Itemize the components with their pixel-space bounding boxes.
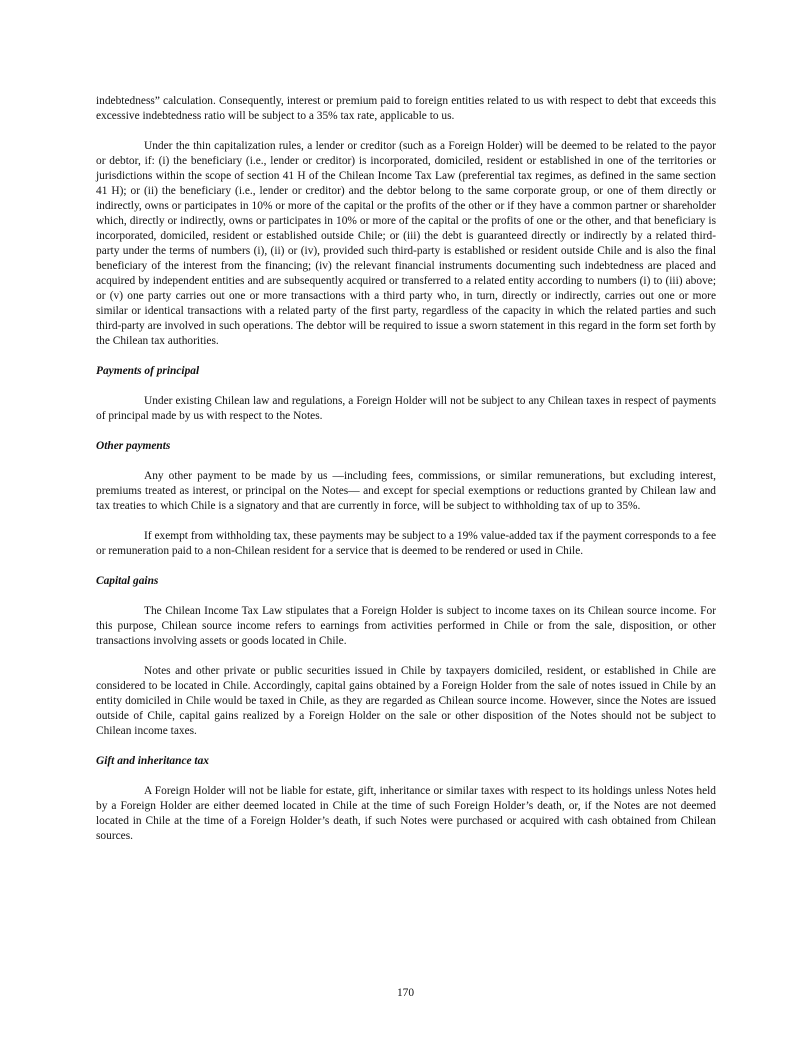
section-heading-capital-gains: Capital gains [96, 575, 159, 587]
document-body [96, 94, 716, 844]
section-heading-payments-of-principal: Payments of principal [96, 365, 200, 377]
section-heading-other-payments: Other payments [96, 440, 171, 452]
paragraph-other-payments-vat: If exempt from withholding tax, these payments may be subject to a 19% value-added tax if the payment corresponds to a fee or remuneration paid to a non-Chilean resident for a service that is deemed to be rendered or used in Chile. [96, 530, 716, 557]
paragraph-thin-cap-continuation: indebtedness” calculation. Consequently, interest or premium paid to foreign entities related to us with respect to debt that exceeds this excessive indebtedness ratio will be subject to a 35% tax rate, applicable to us. [96, 95, 716, 122]
paragraph-capital-gains-source-income: The Chilean Income Tax Law stipulates that a Foreign Holder is subject to income taxes on its Chilean source income. For this purpose, Chilean source income refers to earnings from activities performed in Chile or from the sale, disposition, or other transactions involving assets or goods located in Chile. [96, 605, 716, 647]
section-heading-gift-and-inheritance-tax: Gift and inheritance tax [96, 755, 209, 767]
paragraph-other-payments-withholding: Any other payment to be made by us —including fees, commissions, or similar remunerations, but excluding interest, premiums treated as interest, or principal on the Notes— and except for special exemptions or reductions granted by Chilean law and tax treaties to which Chile is a signatory and that are currently in force, will be subject to withholding tax of up to 35%. [96, 470, 716, 512]
paragraph-capital-gains-notes: Notes and other private or public securities issued in Chile by taxpayers domiciled, resident, or established in Chile are considered to be located in Chile. Accordingly, capital gains obtained by a Foreign Holder from the sale of notes issued in Chile by an entity domiciled in Chile would be taxed in Chile, as they are regarded as Chilean source income. However, since the Notes are issued outside of Chile, capital gains realized by a Foreign Holder on the sale or other disposition of the Notes should not be subject to Chilean income taxes. [96, 665, 716, 737]
paragraph-gift-and-inheritance-tax: A Foreign Holder will not be liable for estate, gift, inheritance or similar taxes with respect to its holdings unless Notes held by a Foreign Holder are either deemed located in Chile at the time of such Foreign Holder’s death, or, if the Notes are not deemed located in Chile at the time of a Foreign Holder’s death, if such Notes were purchased or acquired with cash obtained from Chilean sources. [96, 785, 716, 842]
page-number: 170 [396, 987, 415, 999]
paragraph-payments-of-principal: Under existing Chilean law and regulations, a Foreign Holder will not be subject to any Chilean taxes in respect of payments of principal made by us with respect to the Notes. [96, 395, 716, 422]
paragraph-thin-cap-related-parties: Under the thin capitalization rules, a lender or creditor (such as a Foreign Holder) will be deemed to be related to the payor or debtor, if: (i) the beneficiary (i.e., lender or creditor) is incorporated, domiciled, resident or established in one of the territories or jurisdictions within the scope of section 41 H of the Chilean Income Tax Law (preferential tax regimes, as defined in the same section 41 H); or (ii) the beneficiary (i.e., lender or creditor) and the debtor belong to the same corporate group, or one of them directly or indirectly, owns or participates in 10% or more of the capital or the profits of the other or if they have a common partner or shareholder which, directly or indirectly, owns or participates in 10% or more of the capital or the profits of one or the other, and that beneficiary is incorporated, domiciled, resident or established outside Chile; or (iii) the debt is guaranteed directly or indirectly by a related third-party under the terms of numbers (i), (ii) or (iv), provided such third-party is established or resident outside Chile and is also the final beneficiary of the interest from the financing; (iv) the relevant financial instruments documenting such indebtedness are placed and acquired by independent entities and are subsequently acquired or transferred to a related entity according to numbers (i) to (iii) above; or (v) one party carries out one or more transactions with a third party who, in turn, directly or indirectly, carries out one or more similar or identical transactions with a related party of the first party, regardless of the capacity in which the related parties and such third-party are involved in such operations. The debtor will be required to issue a sworn statement in this regard in the form set forth by the Chilean tax authorities. [96, 140, 716, 347]
